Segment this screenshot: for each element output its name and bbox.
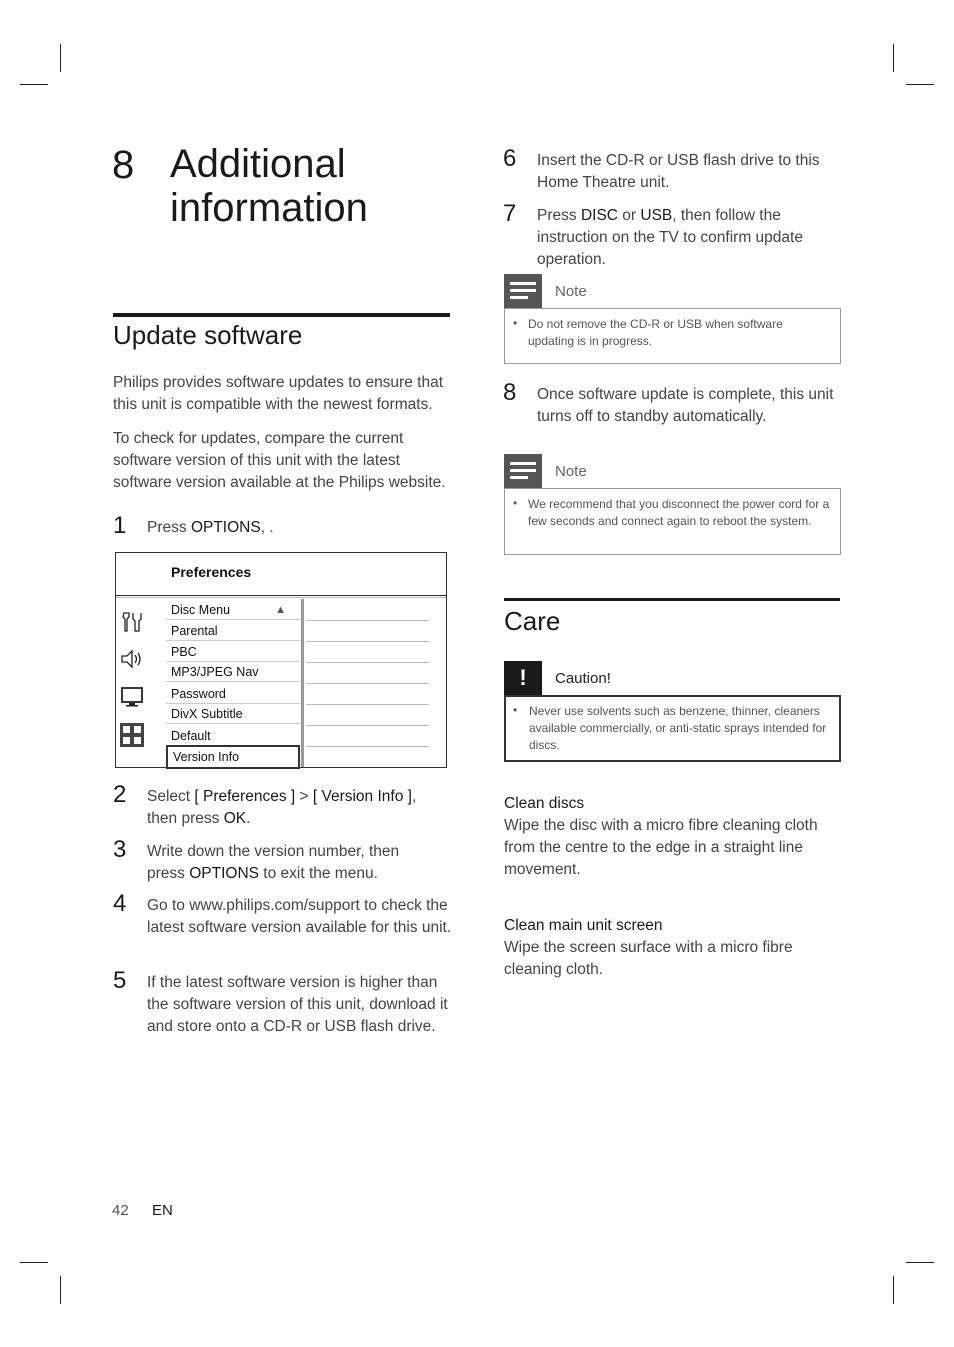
step-number: 1 — [113, 512, 127, 539]
step-2-text — [147, 786, 452, 830]
step-text-part: > — [295, 788, 313, 805]
crop-mark — [893, 1276, 894, 1304]
clean-screen-text: Wipe the screen surface with a micro fibre cleaning cloth. — [504, 939, 793, 978]
crop-mark — [906, 1262, 934, 1263]
crop-mark — [20, 1262, 48, 1263]
ok-key: OK — [223, 810, 247, 827]
step-text-part: . — [246, 810, 251, 827]
caution-label: Caution! — [555, 670, 611, 687]
divider — [306, 662, 429, 663]
note-icon — [504, 274, 542, 308]
menu-title: Preferences — [171, 564, 252, 580]
preferences-key: [ Preferences ] — [194, 788, 296, 805]
menu-item-password[interactable]: Password — [166, 684, 300, 704]
step-number: 3 — [113, 836, 127, 863]
tools-icon — [120, 610, 144, 634]
caution-icon: ! — [504, 661, 542, 695]
care-heading: Care — [504, 606, 561, 636]
usb-key: USB — [640, 207, 673, 224]
step-number: 8 — [503, 379, 517, 406]
step-text-part: press — [147, 865, 190, 882]
section-rule — [113, 313, 450, 317]
crop-mark — [20, 84, 48, 85]
step-text-part: to exit the menu. — [258, 865, 378, 882]
menu-header — [116, 553, 446, 596]
crop-mark — [906, 84, 934, 85]
step-3-text — [147, 841, 452, 885]
step-text-part: then press — [147, 810, 224, 827]
step-6-text: Insert the CD-R or USB flash drive to this Home Theatre unit. — [537, 152, 820, 191]
divider — [306, 746, 429, 747]
note-text: We recommend that you disconnect the power cord for a few seconds and connect again to reboot the system. — [528, 497, 830, 528]
step-text-part: , — [411, 788, 417, 805]
speaker-icon — [120, 647, 144, 671]
step-number: 7 — [503, 200, 517, 227]
options-key: OPTIONS — [189, 865, 259, 882]
step-number: 4 — [113, 890, 127, 917]
menu-item-divx-subtitle[interactable]: DivX Subtitle — [166, 704, 300, 724]
divider — [306, 704, 429, 705]
step-4-text: Go to www.philips.com/support to check the latest software version available for this unit. — [147, 897, 452, 936]
step-text-part: , . — [260, 519, 274, 536]
step-number: 2 — [113, 781, 127, 808]
menu-item-version-info[interactable]: Version Info — [166, 745, 300, 769]
chapter-title — [170, 142, 470, 230]
menu-item-parental[interactable]: Parental — [166, 621, 300, 641]
crop-mark — [60, 1276, 61, 1304]
caution-text: Never use solvents such as benzene, thinner, cleaners available commercially, or anti-static sprays intended for discs. — [529, 704, 827, 752]
step-5-text: If the latest software version is higher than the software version of this unit, download it and store onto a CD-R or USB flash drive. — [147, 974, 448, 1035]
step-number: 6 — [503, 145, 517, 172]
step-text-part: Select — [147, 788, 195, 805]
up-arrow-icon: ▲ — [275, 604, 286, 616]
section-rule — [504, 598, 840, 601]
step-text-part: , then follow the instruction on the TV to confirm update operation. — [537, 207, 803, 268]
step-1-text — [147, 517, 447, 539]
step-text-part: Press — [147, 519, 191, 536]
chapter-title-line1: Additional — [170, 142, 346, 186]
crop-mark — [893, 44, 894, 72]
version-info-key: [ Version Info ] — [312, 788, 412, 805]
intro-paragraph-1: Philips provides software updates to ensure that this unit is compatible with the newest formats. — [113, 374, 443, 413]
step-7-text — [537, 205, 837, 271]
step-text-part: Press — [537, 207, 581, 224]
divider — [306, 641, 429, 642]
caution-bullet: • — [513, 703, 518, 717]
menu-item-mp3-jpeg-nav[interactable]: MP3/JPEG Nav — [166, 662, 300, 682]
divider — [306, 683, 429, 684]
clean-screen-heading: Clean main unit screen — [504, 917, 663, 934]
step-number: 5 — [113, 967, 127, 994]
chapter-title-line2: information — [170, 186, 368, 230]
step-8-text: Once software update is complete, this unit turns off to standby automatically. — [537, 386, 834, 425]
chapter-number: 8 — [112, 143, 135, 187]
menu-item-pbc[interactable]: PBC — [166, 642, 300, 662]
tv-icon — [120, 685, 144, 709]
options-key: OPTIONS — [190, 519, 261, 536]
divider — [306, 725, 429, 726]
step-text-part: or — [617, 207, 641, 224]
menu-item-disc-menu[interactable] — [166, 600, 300, 620]
note-text: Do not remove the CD-R or USB when software updating is in progress. — [528, 317, 783, 348]
note-icon — [504, 454, 542, 488]
intro-paragraph-2: To check for updates, compare the current software version of this unit with the latest software version available at the Philips website. — [113, 430, 446, 491]
divider — [301, 599, 304, 767]
update-software-heading: Update software — [113, 320, 303, 350]
page-number: 42 — [112, 1202, 129, 1219]
note-bullet: • — [513, 316, 518, 330]
note-label: Note — [555, 463, 587, 480]
clean-discs-text: Wipe the disc with a micro fibre cleaning cloth from the centre to the edge in a straight line movement. — [504, 817, 818, 878]
divider — [116, 597, 446, 598]
note-bullet: • — [513, 496, 518, 510]
note-label: Note — [555, 283, 587, 300]
menu-item-label: Disc Menu — [171, 603, 231, 617]
clean-discs-heading: Clean discs — [504, 795, 585, 812]
language-code: EN — [152, 1202, 173, 1219]
divider — [306, 620, 429, 621]
disc-key: DISC — [580, 207, 618, 224]
preferences-menu — [115, 552, 447, 768]
step-text-part: Write down the version number, then — [147, 843, 400, 860]
menu-item-default[interactable]: Default — [166, 726, 300, 746]
preferences-grid-icon — [120, 723, 144, 747]
crop-mark — [60, 44, 61, 72]
